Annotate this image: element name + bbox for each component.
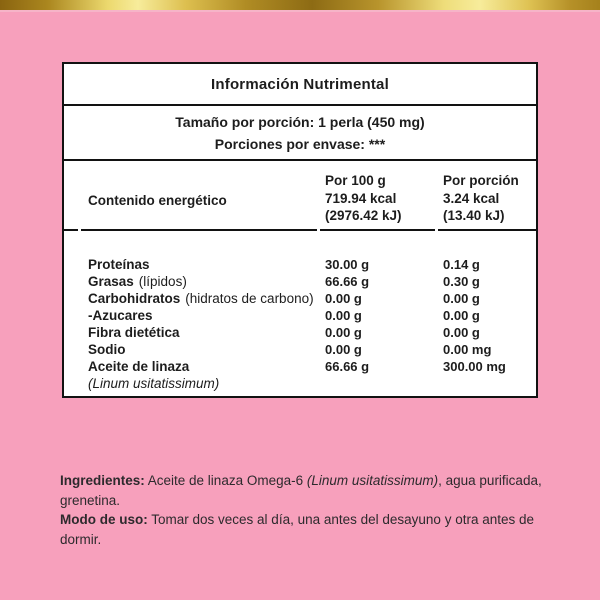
ingredients-label: Ingredientes:: [60, 473, 145, 488]
serving-size-line: Tamaño por porción: 1 perla (450 mg): [175, 113, 425, 130]
nutrition-facts-panel: [62, 62, 538, 398]
ingredients-paragraph: [60, 471, 550, 510]
nutrient-note: (hidratos de carbono): [185, 291, 314, 306]
energy-divider-line: [64, 229, 536, 231]
nutrient-per-100g: 0.00 g: [325, 291, 362, 306]
nutrient-per-100g: 66.66 g: [325, 359, 370, 374]
per-100g-kcal: 719.94 kcal: [325, 190, 397, 206]
nutrient-per-portion: 300.00 mg: [443, 359, 506, 374]
per-100g-kj: (2976.42 kJ): [325, 208, 402, 223]
divider-segment: [438, 229, 536, 231]
table-row: [64, 273, 536, 290]
nutrient-per-portion: 0.14 g: [443, 257, 480, 272]
nutrient-name: Carbohidratos: [88, 291, 181, 306]
nutrient-name: Fibra dietética: [88, 325, 180, 340]
ingredients-text-pre: Aceite de linaza Omega-6: [144, 473, 307, 488]
divider-segment: [320, 229, 435, 231]
footer-text-block: [60, 471, 550, 549]
nutrient-per-portion: 0.00 g: [443, 308, 480, 323]
nutrient-name: -Azucares: [88, 308, 153, 323]
nutrient-per-portion: 0.00 g: [443, 325, 480, 340]
nutrient-name: Sodio: [88, 342, 126, 357]
per-portion-title: Por porción: [443, 173, 519, 188]
ingredients-latin-name: (Linum usitatissimum): [306, 473, 439, 488]
usage-text: Tomar dos veces al día, una antes del desayuno y otra antes de dormir.: [60, 512, 534, 547]
nutrient-per-100g: 0.00 g: [325, 308, 362, 323]
servings-per-container-line: Porciones por envase: ***: [214, 135, 386, 152]
nutrient-per-100g: [325, 375, 443, 392]
usage-label: Modo de uso:: [60, 512, 148, 527]
nutrient-note: (lípidos): [138, 274, 187, 289]
gold-top-bar: [0, 0, 600, 12]
nutrient-per-100g: 30.00 g: [325, 257, 370, 272]
nutrient-name: Grasas: [88, 274, 134, 289]
nutrient-per-portion: 0.30 g: [443, 274, 480, 289]
table-row: [64, 256, 536, 273]
nutrient-per-portion: 0.00 g: [443, 291, 480, 306]
usage-paragraph: [60, 510, 550, 549]
nutrient-name: Aceite de linaza: [88, 359, 190, 374]
serving-info-section: [64, 106, 536, 161]
table-row: [64, 307, 536, 324]
panel-title: Información Nutrimental: [64, 64, 536, 106]
ingredients-text-post: , agua purificada, grenetina.: [60, 473, 542, 508]
energy-header-section: [64, 161, 536, 229]
nutrient-per-100g: 0.00 g: [325, 342, 362, 357]
nutrient-rows-section: [64, 231, 536, 392]
per-portion-kcal: 3.24 kcal: [443, 190, 500, 206]
nutrient-per-portion: 0.00 mg: [443, 342, 492, 357]
per-100g-title: Por 100 g: [325, 173, 386, 188]
nutrient-per-100g: 0.00 g: [325, 325, 362, 340]
divider-segment: [64, 229, 78, 231]
table-row: [64, 358, 536, 375]
table-row: [64, 290, 536, 307]
nutrient-per-100g: 66.66 g: [325, 274, 370, 289]
table-row: [64, 375, 536, 392]
per-100g-column-header: [325, 172, 443, 229]
per-portion-kj: (13.40 kJ): [443, 208, 505, 223]
energy-row-label: Contenido energético: [88, 193, 227, 208]
nutrient-name: Proteínas: [88, 257, 150, 272]
nutrient-latin-name: (Linum usitatissimum): [88, 376, 220, 391]
table-row: [64, 324, 536, 341]
per-portion-column-header: [443, 172, 536, 229]
nutrient-per-portion: [443, 375, 536, 392]
table-row: [64, 341, 536, 358]
divider-segment: [81, 229, 317, 231]
